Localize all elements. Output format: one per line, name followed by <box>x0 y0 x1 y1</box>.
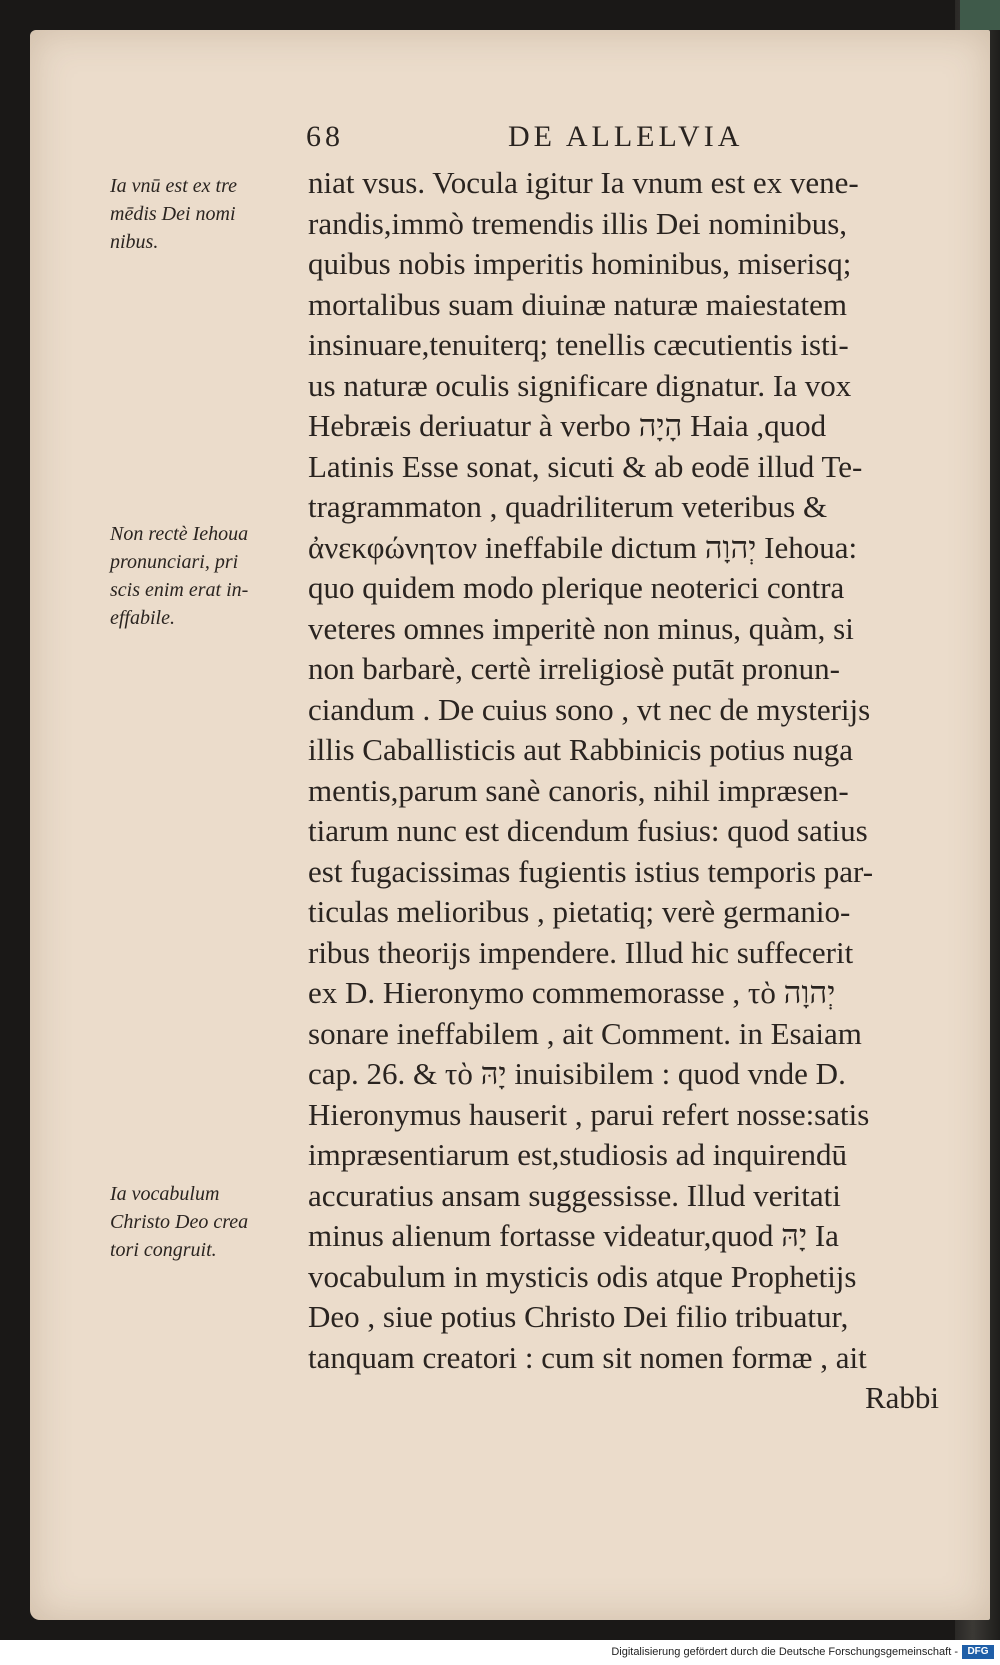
dfg-logo-icon: DFG <box>962 1645 994 1659</box>
text-line: quo quidem modo plerique neoterici contra <box>308 570 845 605</box>
main-text-block <box>308 163 968 1378</box>
text-line: ἀνεκφώνητον ineffabile dictum יְהוָה Iehoua: <box>308 529 858 565</box>
text-line: randis,immò tremendis illis Dei nominibus, <box>308 205 848 241</box>
text-line: quibus nobis imperitis hominibus, miserisq; <box>308 246 852 281</box>
margin-note-1: Ia vnū est ex tre mēdis Dei nomi nibus. <box>110 175 237 253</box>
running-title: DE ALLELVIA <box>508 120 744 153</box>
text-line: niat vsus. Vocula igitur Ia vnum est ex vene- <box>308 165 859 200</box>
text-line: Deo , siue potius Christo Dei filio tribuatur, <box>308 1299 849 1334</box>
page-header <box>0 120 1000 160</box>
text-line: Hieronymus hauserit , parui refert nosse:satis <box>308 1096 870 1132</box>
text-line: impræsentiarum est,studiosis ad inquirendū <box>308 1137 848 1172</box>
text-line: veteres omnes imperitè non minus, quàm, si <box>308 610 854 646</box>
text-line: cap. 26. & τὸ יָהּ inuisibilem : quod vnde D. <box>308 1056 846 1091</box>
text-line: minus alienum fortasse videatur,quod יָהּ Ia <box>308 1218 839 1253</box>
text-line: tragrammaton , quadriliterum veteribus & <box>308 489 828 524</box>
funding-credit: Digitalisierung gefördert durch die Deutsche Forschungsgemeinschaft - <box>611 1646 958 1658</box>
book-binding-corner <box>960 0 1000 30</box>
text-line: insinuare,tenuiterq; tenellis cæcutientis isti- <box>308 327 849 362</box>
text-line: vocabulum in mysticis odis atque Prophetijs <box>308 1258 857 1294</box>
text-line: us naturæ oculis significare dignatur. Ia vox <box>308 367 852 403</box>
text-line: tanquam creatori : cum sit nomen formæ , ait <box>308 1339 867 1375</box>
text-line: ex D. Hieronymo commemorasse , τὸ יְהוָה <box>308 975 836 1010</box>
digitization-footer <box>0 1640 1000 1665</box>
text-line: mortalibus suam diuinæ naturæ maiestatem <box>308 286 847 322</box>
text-line: ciandum . De cuius sono , vt nec de mysterijs <box>308 691 871 727</box>
text-line: accuratius ansam suggessisse. Illud veritati <box>308 1177 841 1213</box>
text-line: illis Caballisticis aut Rabbinicis potius nuga <box>308 732 854 767</box>
text-line: Hebræis deriuatur à verbo הָיָה Haia ,quod <box>308 408 827 443</box>
text-line: mentis,parum sanè canoris, nihil impræsen- <box>308 772 849 808</box>
text-line: ribus theorijs impendere. Illud hic suffecerit <box>308 934 854 970</box>
text-line: sonare ineffabilem , ait Comment. in Esaiam <box>308 1015 862 1051</box>
text-line: non barbarè, certè irreligiosè putāt pronun- <box>308 651 840 686</box>
text-line: tiarum nunc est dicendum fusius: quod satius <box>308 813 868 848</box>
catchword: Rabbi <box>865 1380 940 1415</box>
text-line: ticulas melioribus , pietatiq; verè germanio- <box>308 894 851 929</box>
margin-note-3: Ia vocabulum Christo Deo crea tori congruit. <box>110 1183 249 1261</box>
page-number: 68 <box>306 120 344 153</box>
text-line: est fugacissimas fugientis istius temporis par- <box>308 853 874 889</box>
margin-note-2: Non rectè Iehoua pronunciari, pri scis enim erat in- effabile. <box>110 523 249 629</box>
text-line: Latinis Esse sonat, sicuti & ab eodē illud Te- <box>308 448 863 484</box>
